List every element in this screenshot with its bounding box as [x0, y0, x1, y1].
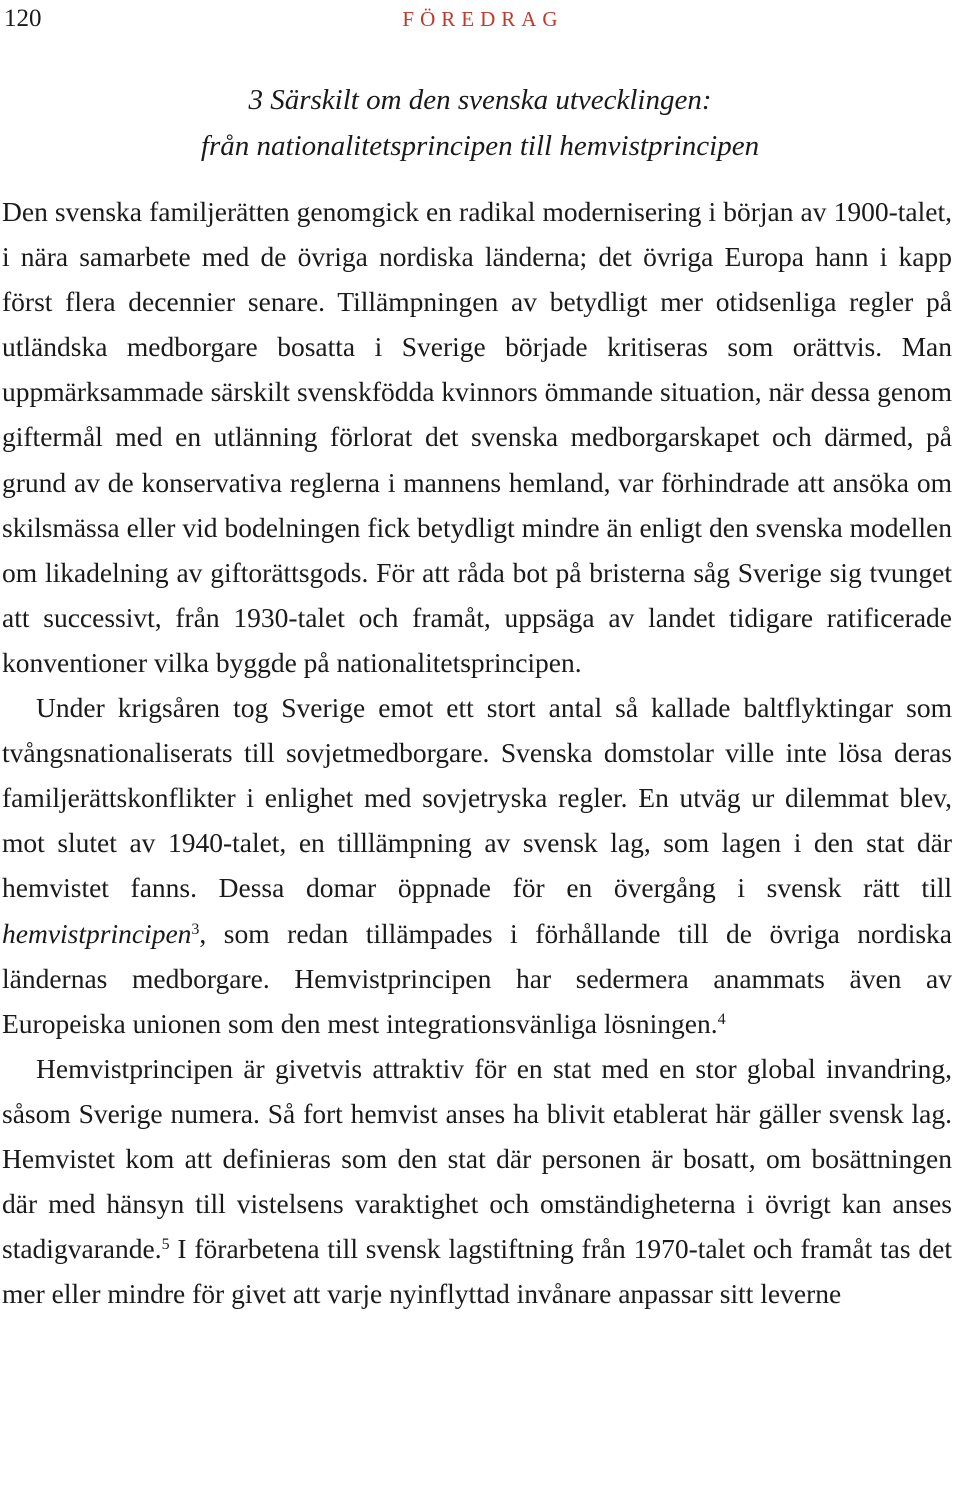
running-title: FÖREDRAG [402, 7, 564, 31]
section-heading-line-1: 3 Särskilt om den svenska utvecklingen: [248, 84, 712, 116]
paragraph-2-text-middle: , som redan tillämpades i förhållande till de övriga nordiska ländernas medborgare. Hemvistprincipen har sedermera anammats även av Europeiska unionen som den mest integrationsvänliga lösningen. [2, 917, 952, 1039]
body-text [2, 189, 952, 1316]
paragraph-3 [2, 1046, 952, 1317]
section-heading-line-2: från nationalitetsprincipen till hemvistprincipen [200, 130, 760, 162]
running-head [4, 4, 956, 34]
paragraph-1: Den svenska familjerätten genomgick en radikal modernisering i början av 1900-talet, i nära samarbete med de övriga nordiska länderna; det övriga Europa hann i kapp först flera decennier senare. Tillämpningen av betydligt mer otidsenliga regler på utländska medborgare bosatta i Sverige började kritiseras som orättvis. Man uppmärksammade särskilt svenskfödda kvinnors ömmande situation, när dessa genom giftermål med en utlänning förlorat det svenska medborgarskapet och därmed, på grund av de konservativa reglerna i mannens hemland, var förhindrade att ansöka om skilsmässa eller vid bodelningen fick betydligt mindre än enligt den svenska modellen om likadelning av giftorättsgods. För att råda bot på bristerna såg Sverige sig tvunget att successivt, från 1930-talet och framåt, uppsäga av landet tidigare ratificerade konventioner vilka byggde på nationalitetsprincipen. [2, 196, 952, 678]
paragraph-2 [2, 685, 952, 1046]
paragraph-2-text-before: Under krigsåren tog Sverige emot ett stort antal så kallade baltflyktingar som tvångsnationaliserats till sovjetmedborgare. Svenska domstolar ville inte lösa deras familjerättskonflikter i enlighet med sovjetryska regler. En utväg ur dilemmat blev, mot slutet av 1940-talet, en tilllämpning av svensk lag, som lagen i den stat där hemvistet fanns. Dessa domar öppnade för en övergång i svensk rätt till [2, 692, 952, 904]
section-heading [0, 77, 960, 169]
footnote-ref-4[interactable]: 4 [717, 1010, 726, 1028]
footnote-ref-3[interactable]: 3 [191, 920, 200, 938]
footnote-ref-5[interactable]: 5 [161, 1236, 170, 1254]
paragraph-3-text-after: I förarbetena till svensk lagstiftning från 1970-talet och framåt tas det mer eller mindre för givet att varje nyinflyttad invånare anpassar sitt leverne [2, 1233, 952, 1310]
page-number: 120 [4, 5, 42, 32]
paragraph-3-text-before: Hemvistprincipen är givetvis attraktiv för en stat med en stor global invandring, såsom Sverige numera. Så fort hemvist anses ha blivit etablerat här gäller svensk lag. Hemvistet kom att definieras som den stat där personen är bosatt, om bosättningen där med hänsyn till vistelsens varaktighet och omständigheterna i övrigt kan anses stadigvarande. [2, 1052, 952, 1265]
emphasis-hemvistprincipen: hemvistprincipen [2, 917, 192, 949]
